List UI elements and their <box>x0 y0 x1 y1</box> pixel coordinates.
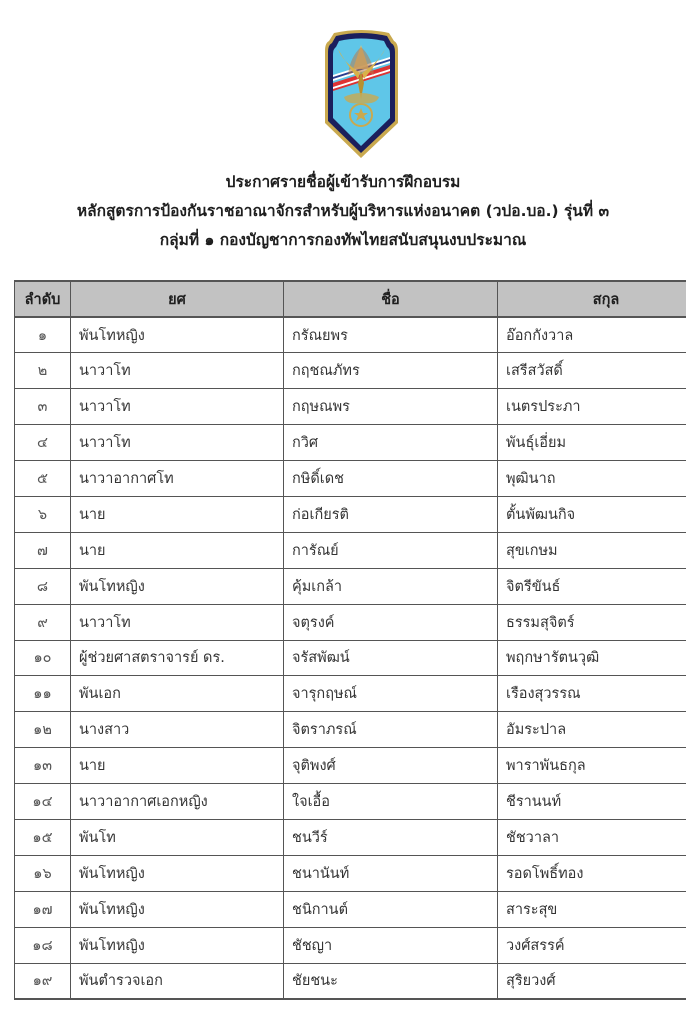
rank-cell: พันเอก <box>71 676 284 712</box>
rank-cell: นาวาอากาศเอกหญิง <box>71 784 284 820</box>
row-number: ๑๑ <box>15 676 71 712</box>
row-number: ๑๗ <box>15 891 71 927</box>
first-name-cell: จตุรงค์ <box>284 604 498 640</box>
row-number: ๑๘ <box>15 927 71 963</box>
table-row <box>15 317 686 353</box>
last-name-cell: รอดโพธิ์ทอง <box>498 855 686 891</box>
row-number: ๔ <box>15 425 71 461</box>
rank-cell: นาย <box>71 532 284 568</box>
last-name-cell: อัมระปาล <box>498 712 686 748</box>
row-number: ๑๐ <box>15 640 71 676</box>
title-line-3: กลุ่มที่ ๑ กองบัญชาการกองทัพไทยสนับสนุนงบประมาณ <box>159 231 527 249</box>
row-number: ๓ <box>15 389 71 425</box>
first-name-cell: การัณย์ <box>284 532 498 568</box>
column-header-number: ลำดับ <box>15 281 71 317</box>
rank-cell: พันตำรวจเอก <box>71 963 284 999</box>
rank-cell: พันโทหญิง <box>71 927 284 963</box>
participant-table <box>14 280 686 1000</box>
rank-cell: นาวาอากาศโท <box>71 461 284 497</box>
table-row <box>15 676 686 712</box>
last-name-cell: เสรีสวัสดิ์ <box>498 353 686 389</box>
table-header-row <box>15 281 686 317</box>
table-row <box>15 389 686 425</box>
first-name-cell: จุติพงศ์ <box>284 748 498 784</box>
last-name-cell: พฤกษารัตนวุฒิ <box>498 640 686 676</box>
last-name-cell: เนตรประภา <box>498 389 686 425</box>
last-name-cell: สุริยวงศ์ <box>498 963 686 999</box>
first-name-cell: จรัสพัฒน์ <box>284 640 498 676</box>
rank-cell: นางสาว <box>71 712 284 748</box>
first-name-cell: กวิศ <box>284 425 498 461</box>
last-name-cell: ชีรานนท์ <box>498 784 686 820</box>
table-row <box>15 640 686 676</box>
last-name-cell: ธรรมสุจิตร์ <box>498 604 686 640</box>
first-name-cell: ชนวีร์ <box>284 819 498 855</box>
first-name-cell: ชนิกานต์ <box>284 891 498 927</box>
last-name-cell: พันธุ์เอี่ยม <box>498 425 686 461</box>
first-name-cell: จิตราภรณ์ <box>284 712 498 748</box>
first-name-cell: ก่อเกียรติ <box>284 496 498 532</box>
table-row <box>15 748 686 784</box>
table-row <box>15 784 686 820</box>
row-number: ๑๖ <box>15 855 71 891</box>
table-row <box>15 819 686 855</box>
rank-cell: ผู้ช่วยศาสตราจารย์ ดร. <box>71 640 284 676</box>
emblem-logo <box>324 27 399 159</box>
rank-cell: นาวาโท <box>71 604 284 640</box>
row-number: ๕ <box>15 461 71 497</box>
title-line-2: หลักสูตรการป้องกันราชอาณาจักรสำหรับผู้บริหารแห่งอนาคต (วปอ.บอ.) รุ่นที่ ๓ <box>76 202 610 220</box>
table-row <box>15 461 686 497</box>
first-name-cell: กฤชณภัทร <box>284 353 498 389</box>
table-row <box>15 496 686 532</box>
first-name-cell: ชัชญา <box>284 927 498 963</box>
last-name-cell: วงศ์สรรค์ <box>498 927 686 963</box>
last-name-cell: พาราพันธกุล <box>498 748 686 784</box>
table-row <box>15 568 686 604</box>
row-number: ๑๔ <box>15 784 71 820</box>
row-number: ๖ <box>15 496 71 532</box>
column-header-rank: ยศ <box>71 281 284 317</box>
last-name-cell: เรืองสุวรรณ <box>498 676 686 712</box>
last-name-cell: ตั้นพัฒนกิจ <box>498 496 686 532</box>
table-row <box>15 927 686 963</box>
rank-cell: พันโทหญิง <box>71 891 284 927</box>
last-name-cell: จิตรีขันธ์ <box>498 568 686 604</box>
rank-cell: พันโทหญิง <box>71 317 284 353</box>
rank-cell: พันโทหญิง <box>71 855 284 891</box>
rank-cell: นาย <box>71 496 284 532</box>
rank-cell: นาวาโท <box>71 425 284 461</box>
first-name-cell: กษิดิ์เดช <box>284 461 498 497</box>
row-number: ๑๓ <box>15 748 71 784</box>
row-number: ๑๒ <box>15 712 71 748</box>
last-name-cell: อ๊อกกังวาล <box>498 317 686 353</box>
table-row <box>15 963 686 999</box>
table-row <box>15 855 686 891</box>
first-name-cell: จารุกฤษณ์ <box>284 676 498 712</box>
last-name-cell: ชัชวาลา <box>498 819 686 855</box>
title-line-1: ประกาศรายชื่อผู้เข้ารับการฝึกอบรม <box>225 173 461 191</box>
announcement-heading <box>0 168 686 255</box>
rank-cell: นาวาโท <box>71 353 284 389</box>
first-name-cell: ใจเอื้อ <box>284 784 498 820</box>
row-number: ๑ <box>15 317 71 353</box>
row-number: ๙ <box>15 604 71 640</box>
last-name-cell: สาระสุข <box>498 891 686 927</box>
row-number: ๑๙ <box>15 963 71 999</box>
row-number: ๑๕ <box>15 819 71 855</box>
column-header-last-name: สกุล <box>498 281 686 317</box>
row-number: ๒ <box>15 353 71 389</box>
table-row <box>15 891 686 927</box>
participant-table-container <box>14 280 686 1000</box>
table-row <box>15 604 686 640</box>
last-name-cell: พุฒินาถ <box>498 461 686 497</box>
table-row <box>15 353 686 389</box>
first-name-cell: กฤษณพร <box>284 389 498 425</box>
table-row <box>15 712 686 748</box>
rank-cell: พันโท <box>71 819 284 855</box>
shield-emblem-icon <box>324 27 399 159</box>
first-name-cell: กรัณยพร <box>284 317 498 353</box>
first-name-cell: ชนานันท์ <box>284 855 498 891</box>
last-name-cell: สุขเกษม <box>498 532 686 568</box>
table-row <box>15 532 686 568</box>
column-header-first-name: ชื่อ <box>284 281 498 317</box>
table-row <box>15 425 686 461</box>
rank-cell: นาย <box>71 748 284 784</box>
row-number: ๗ <box>15 532 71 568</box>
rank-cell: พันโทหญิง <box>71 568 284 604</box>
rank-cell: นาวาโท <box>71 389 284 425</box>
first-name-cell: ชัยชนะ <box>284 963 498 999</box>
row-number: ๘ <box>15 568 71 604</box>
first-name-cell: คุ้มเกล้า <box>284 568 498 604</box>
